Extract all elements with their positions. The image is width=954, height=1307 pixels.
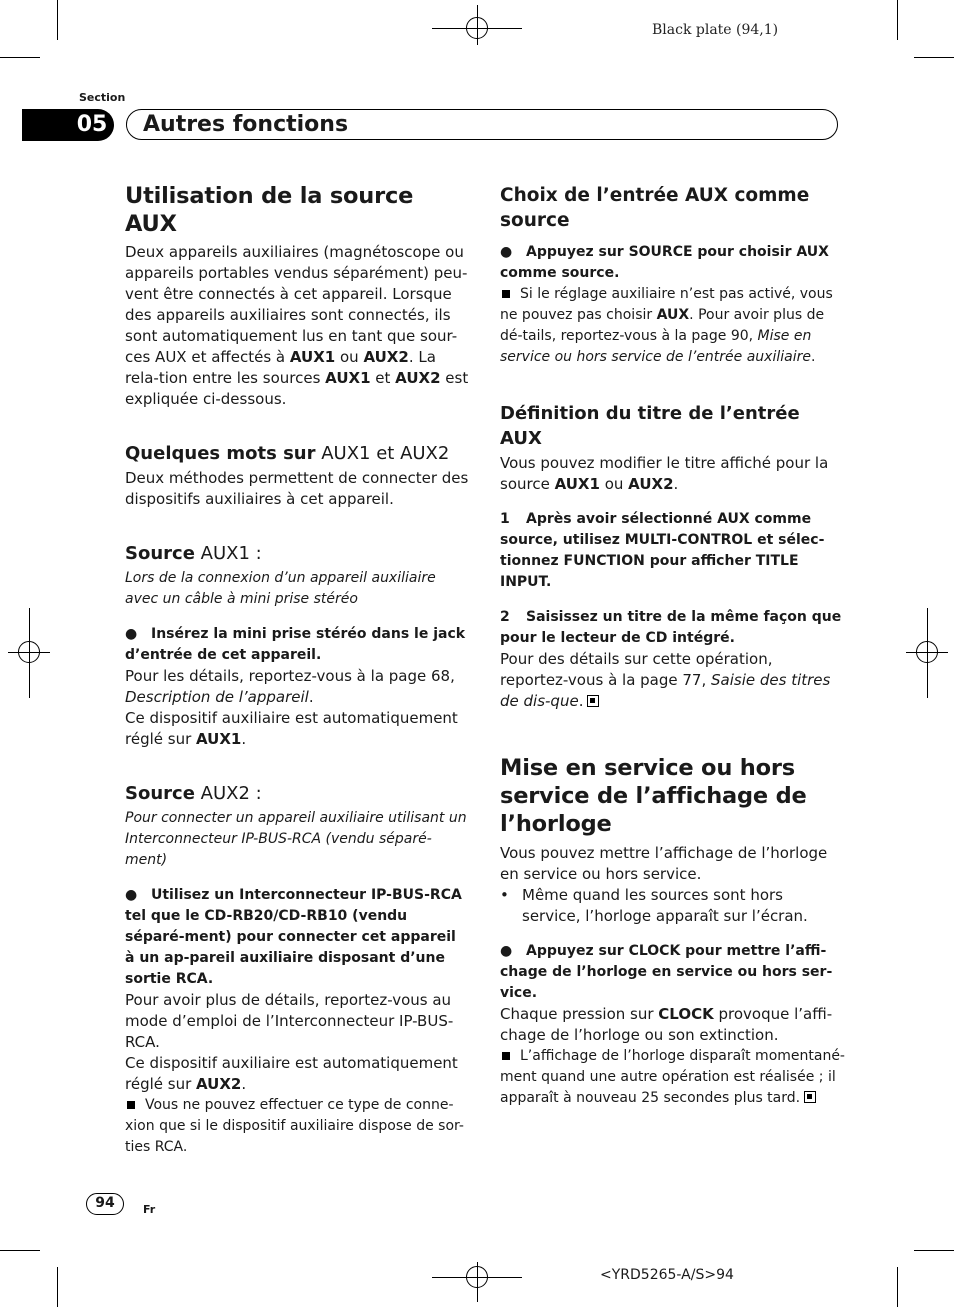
aux2-step: ● Utilisez un Interconnecteur IP-BUS-RCA tel que le CD-RB20/CD-RB10 (vendu séparé-ment) pour connecter cet appareil à un ap-pareil auxiliaire disposant d’une sortie RCA. [125, 887, 462, 987]
intro-bold-run: AUX2 [395, 369, 441, 387]
end-mark-icon [804, 1091, 816, 1103]
intro-run: est expliquée ci-dessous. [125, 369, 469, 408]
right-column [500, 183, 845, 1109]
plate-label: Black plate (94,1) [652, 22, 779, 38]
section-number: 05 [22, 109, 114, 141]
choix-note: Si le réglage auxiliaire n’est pas activé, vous ne pouvez pas choisir AUX. Pour avoir plus de dé-tails, reportez-vous à la page 90, Mise en service ou hors service de l’entrée auxiliaire. [500, 286, 833, 365]
registration-circle [466, 17, 488, 39]
note-square-icon [502, 1052, 510, 1060]
aux1-auto: Ce dispositif auxiliaire est automatiquement réglé sur AUX1. [125, 709, 458, 748]
crop-mark [897, 0, 898, 40]
heading-source-aux2: Source AUX2 : [125, 783, 262, 804]
crop-mark [57, 1267, 58, 1307]
heading-source-aux1: Source AUX1 : [125, 543, 262, 564]
language-code: Fr [143, 1203, 156, 1216]
step-2-detail: Pour des détails sur cette opération, reportez-vous à la page 77, Saisie des titres de dis-que. [500, 650, 831, 710]
clock-note: L’affichage de l’horloge disparaît momentané-ment quand une autre opération est réalisée ; il apparaît à nouveau 25 secondes plus tard. [500, 1048, 845, 1106]
aux2-detail: Pour avoir plus de détails, reportez-vous au mode d’emploi de l’Interconnecteur IP-BUS-RCA. [125, 991, 454, 1051]
heading-mise-en-service-horloge: Mise en service ou hors service de l’affichage de l’horloge [500, 755, 807, 837]
end-mark-icon [587, 695, 599, 707]
section-title-bar [126, 109, 838, 140]
mots-paragraph: Deux méthodes permettent de connecter des dispositifs auxiliaires à cet appareil. [125, 469, 469, 508]
crop-mark [914, 1250, 954, 1251]
aux2-note: Vous ne pouvez effectuer ce type de conne-xion que si le dispositif auxiliaire dispose de sor-ties RCA. [125, 1097, 464, 1155]
mise-bullet: • Même quand les sources sont hors service, l’horloge apparaît sur l’écran. [500, 886, 808, 925]
intro-paragraph [125, 242, 470, 410]
note-square-icon [502, 290, 510, 298]
crop-mark [57, 0, 58, 40]
aux1-step: ● Insérez la mini prise stéréo dans le jack d’entrée de cet appareil. [125, 626, 466, 663]
crop-mark [0, 57, 40, 58]
mise-paragraph: Vous pouvez mettre l’affichage de l’horloge en service ou hors service. [500, 844, 828, 883]
step-1: 1 Après avoir sélectionné AUX comme source, utilisez MULTI-CONTROL et sélec-tionnez FUNCTION pour afficher TITLE INPUT. [500, 511, 825, 590]
choix-step: ● Appuyez sur SOURCE pour choisir AUX comme source. [500, 244, 829, 281]
registration-circle [18, 641, 40, 663]
intro-run: Deux appareils auxiliaires (magnétoscope ou appareils portables vendus séparément) peu-vent être connectés à cet appareil. Lorsque des appareils auxiliaires sont connectés, ils sont automatiquement lus en tant que sour-ces AUX et affectés à [125, 243, 468, 366]
page-number: 94 [86, 1193, 124, 1215]
intro-bold-run: AUX1 [289, 348, 336, 366]
registration-circle [916, 641, 938, 663]
crop-mark [897, 1267, 898, 1307]
def-paragraph: Vous pouvez modifier le titre affiché pour la source AUX1 ou AUX2. [500, 454, 829, 493]
heading-definition-titre: Définition du titre de l’entrée AUX [500, 403, 800, 449]
section-title: Autres fonctions [143, 112, 349, 137]
note-square-icon [127, 1101, 135, 1109]
left-column [125, 182, 470, 1158]
heading-aux-source: Utilisation de la source AUX [125, 183, 414, 237]
intro-bold-run: AUX2 [363, 348, 409, 366]
intro-run: ou [335, 348, 364, 366]
aux1-intro: Lors de la connexion d’un appareil auxiliaire avec un câble à mini prise stéréo [125, 570, 436, 607]
heading-choix-aux: Choix de l’entrée AUX comme source [500, 185, 810, 231]
intro-run: . La rela-tion entre les sources [125, 348, 436, 387]
aux2-intro: Pour connecter un appareil auxiliaire utilisant un Interconnecteur IP-BUS-RCA (vendu séparé-ment) [125, 810, 467, 868]
aux2-auto: Ce dispositif auxiliaire est automatiquement réglé sur AUX2. [125, 1054, 458, 1093]
document-code: <YRD5265-A/S>94 [600, 1267, 734, 1283]
step-2: 2 Saisissez un titre de la même façon que pour le lecteur de CD intégré. [500, 609, 842, 646]
clock-detail: Chaque pression sur CLOCK provoque l’affi-chage de l’horloge ou son extinction. [500, 1005, 833, 1044]
clock-step: ● Appuyez sur CLOCK pour mettre l’affi-chage de l’horloge en service ou hors ser-vice. [500, 943, 833, 1001]
heading-quelques-mots: Quelques mots sur AUX1 et AUX2 [125, 443, 450, 464]
aux1-detail: Pour les détails, reportez-vous à la page 68, Description de l’appareil. [125, 667, 455, 706]
crop-mark [914, 57, 954, 58]
intro-run: et [370, 369, 396, 387]
crop-mark [0, 1250, 40, 1251]
registration-circle [466, 1266, 488, 1288]
intro-bold-run: AUX1 [325, 369, 371, 387]
section-label: Section [79, 91, 126, 104]
